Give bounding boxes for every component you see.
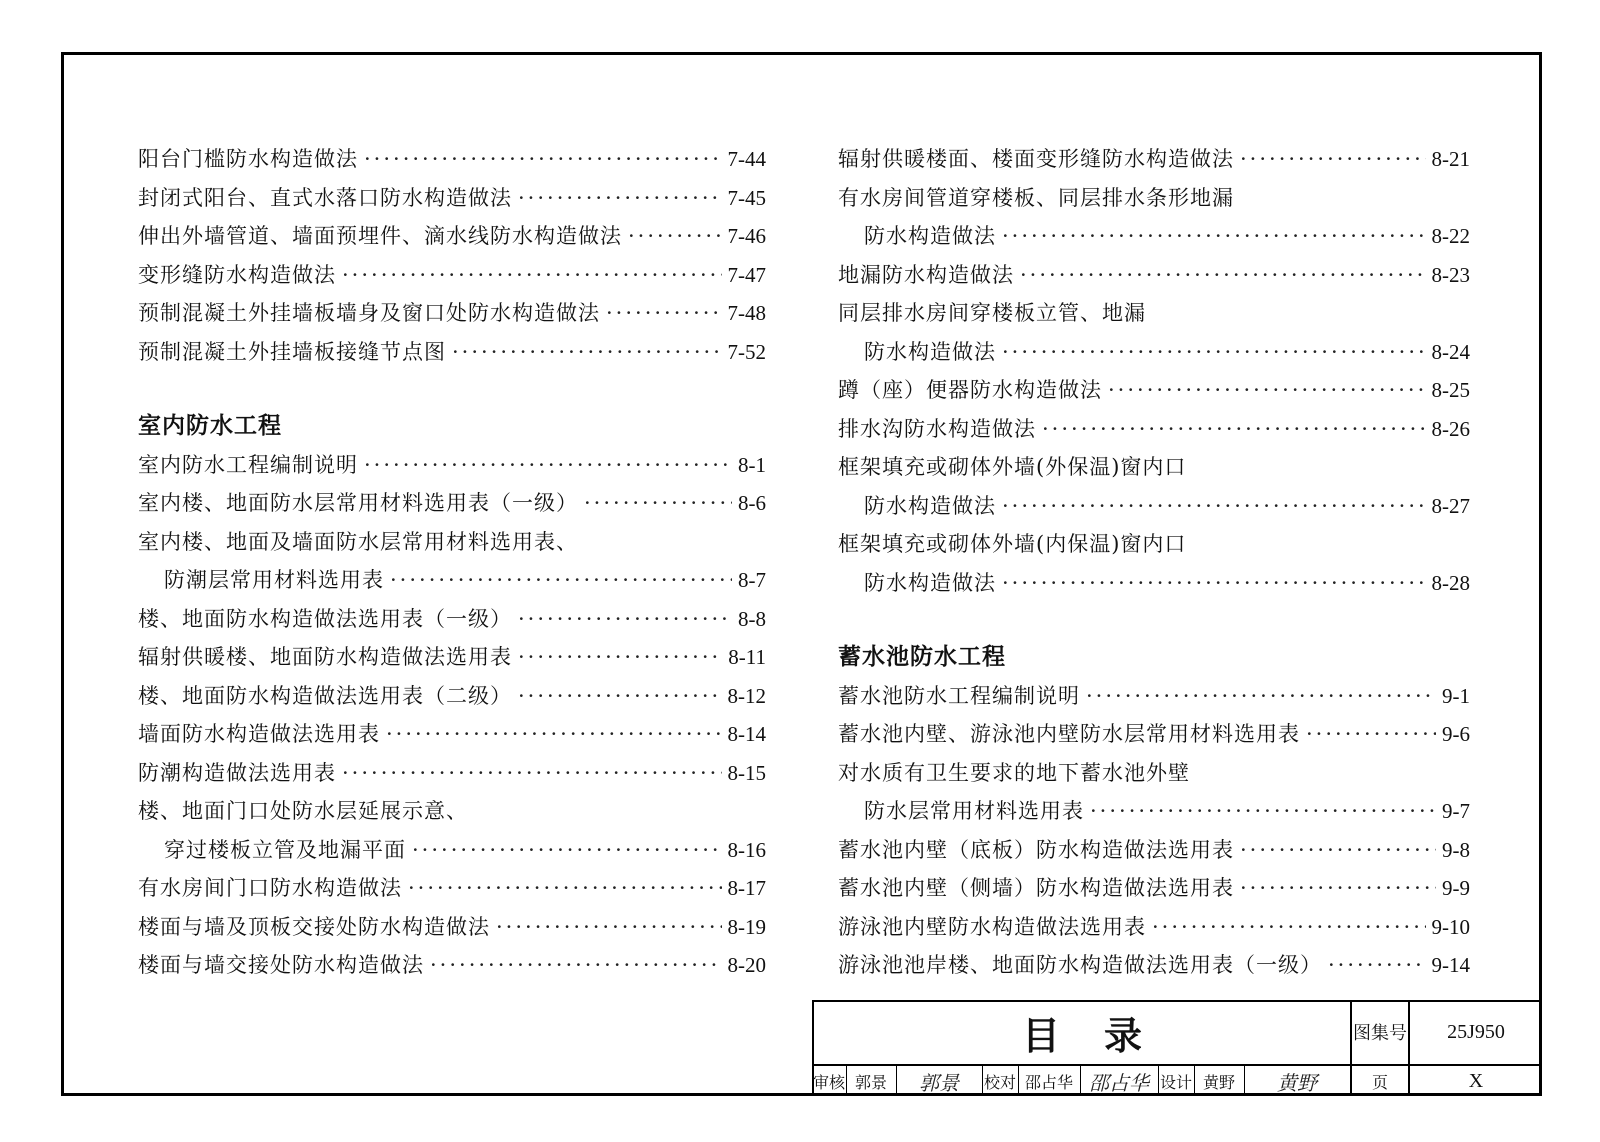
toc-entry[interactable]: 辐射供暖楼面、楼面变形缝防水构造做法 ····· 8-21 — [838, 140, 1470, 179]
toc-entry[interactable]: 室内楼、地面及墙面防水层常用材料选用表、 — [138, 529, 578, 554]
toc-entry[interactable]: 墙面防水构造做法选用表 ····· 8-14 — [138, 715, 766, 754]
toc-entry[interactable]: 穿过楼板立管及地漏平面 ····· 8-16 — [138, 831, 766, 870]
atlas-number-label: 图集号 — [1353, 1023, 1407, 1044]
drawing-title: 目录 — [1021, 1013, 1186, 1058]
toc-entry[interactable]: 预制混凝土外挂墙板接缝节点图 ····· 7-52 — [138, 333, 766, 372]
toc-entry[interactable]: 游泳池内壁防水构造做法选用表 ····· 9-10 — [838, 908, 1470, 947]
design-label: 设计 — [1159, 1072, 1192, 1092]
toc-entry[interactable]: 蓄水池内壁（侧墙）防水构造做法选用表 ····· 9-9 — [838, 869, 1470, 908]
atlas-number: 25J950 — [1447, 1020, 1505, 1043]
toc-entry[interactable]: 对水质有卫生要求的地下蓄水池外壁 — [838, 760, 1190, 785]
toc-left-column — [138, 140, 766, 985]
toc-entry[interactable]: 框架填充或砌体外墙(外保温)窗内口 — [838, 455, 1187, 479]
toc-entry[interactable]: 地漏防水构造做法 ····· 8-23 — [838, 256, 1470, 295]
toc-right-column — [838, 140, 1470, 985]
toc-entry[interactable]: 室内防水工程编制说明 ····· 8-1 — [138, 446, 766, 485]
toc-entry[interactable]: 蓄水池内壁（底板）防水构造做法选用表 ····· 9-8 — [838, 831, 1470, 870]
check-label: 校对 — [983, 1072, 1016, 1092]
toc-entry[interactable]: 有水房间门口防水构造做法 ····· 8-17 — [138, 869, 766, 908]
toc-entry[interactable]: 预制混凝土外挂墙板墙身及窗口处防水构造做法 ····· 7-48 — [138, 294, 766, 333]
toc-entry[interactable]: 楼、地面防水构造做法选用表（一级） ····· 8-8 — [138, 600, 766, 639]
toc-entry[interactable]: 排水沟防水构造做法 ····· 8-26 — [838, 410, 1470, 449]
page-label: 页 — [1371, 1072, 1388, 1092]
designer-signature: 黄野 — [1277, 1070, 1317, 1095]
toc-entry[interactable]: 楼面与墙及顶板交接处防水构造做法 ····· 8-19 — [138, 908, 766, 947]
toc-entry[interactable]: 防潮层常用材料选用表 ····· 8-7 — [138, 561, 766, 600]
toc-entry[interactable]: 楼、地面防水构造做法选用表（二级） ····· 8-12 — [138, 677, 766, 716]
toc-entry[interactable]: 楼、地面门口处防水层延展示意、 — [138, 799, 468, 823]
toc-entry[interactable]: 防水构造做法 ····· 8-27 — [838, 487, 1470, 526]
toc-entry[interactable]: 防水层常用材料选用表 ····· 9-7 — [838, 792, 1470, 831]
toc-entry[interactable]: 室内楼、地面防水层常用材料选用表（一级） ····· 8-6 — [138, 484, 766, 523]
toc-entry[interactable]: 封闭式阳台、直式水落口防水构造做法 ····· 7-45 — [138, 179, 766, 218]
section-heading-indoor: 室内防水工程 — [138, 413, 282, 439]
toc-entry[interactable]: 阳台门槛防水构造做法 ····· 7-44 — [138, 140, 766, 179]
toc-entry[interactable]: 蓄水池内壁、游泳池内壁防水层常用材料选用表 ····· 9-6 — [838, 715, 1470, 754]
title-block — [812, 1000, 1542, 1096]
toc-entry[interactable]: 防水构造做法 ····· 8-22 — [838, 217, 1470, 256]
toc-entry[interactable]: 框架填充或砌体外墙(内保温)窗内口 — [838, 532, 1187, 556]
toc-entry[interactable]: 楼面与墙交接处防水构造做法 ····· 8-20 — [138, 946, 766, 985]
toc-entry[interactable]: 防水构造做法 ····· 8-28 — [838, 564, 1470, 603]
toc-entry[interactable]: 防潮构造做法选用表 ····· 8-15 — [138, 754, 766, 793]
toc-entry[interactable]: 辐射供暖楼、地面防水构造做法选用表 ····· 8-11 — [138, 638, 766, 677]
checker-name: 邵占华 — [1024, 1072, 1073, 1092]
designer-name: 黄野 — [1202, 1072, 1235, 1092]
toc-entry[interactable]: 游泳池池岸楼、地面防水构造做法选用表（一级） ····· 9-14 — [838, 946, 1470, 985]
toc-entry[interactable]: 有水房间管道穿楼板、同层排水条形地漏 — [838, 185, 1234, 210]
reviewer-name: 郭景 — [854, 1072, 887, 1092]
toc-entry[interactable]: 伸出外墙管道、墙面预埋件、滴水线防水构造做法 ····· 7-46 — [138, 217, 766, 256]
checker-signature: 邵占华 — [1089, 1070, 1149, 1095]
toc-entry[interactable]: 蓄水池防水工程编制说明 ····· 9-1 — [838, 677, 1470, 716]
reviewer-signature: 郭景 — [919, 1070, 959, 1095]
toc-entry[interactable]: 防水构造做法 ····· 8-24 — [838, 333, 1470, 372]
toc-entry[interactable]: 同层排水房间穿楼板立管、地漏 — [838, 301, 1146, 325]
review-label: 审核 — [812, 1072, 845, 1092]
page-number: X — [1468, 1069, 1484, 1092]
toc-entry[interactable]: 变形缝防水构造做法 ····· 7-47 — [138, 256, 766, 295]
toc-entry[interactable]: 蹲（座）便器防水构造做法 ····· 8-25 — [838, 371, 1470, 410]
section-heading-pool: 蓄水池防水工程 — [838, 644, 1006, 670]
